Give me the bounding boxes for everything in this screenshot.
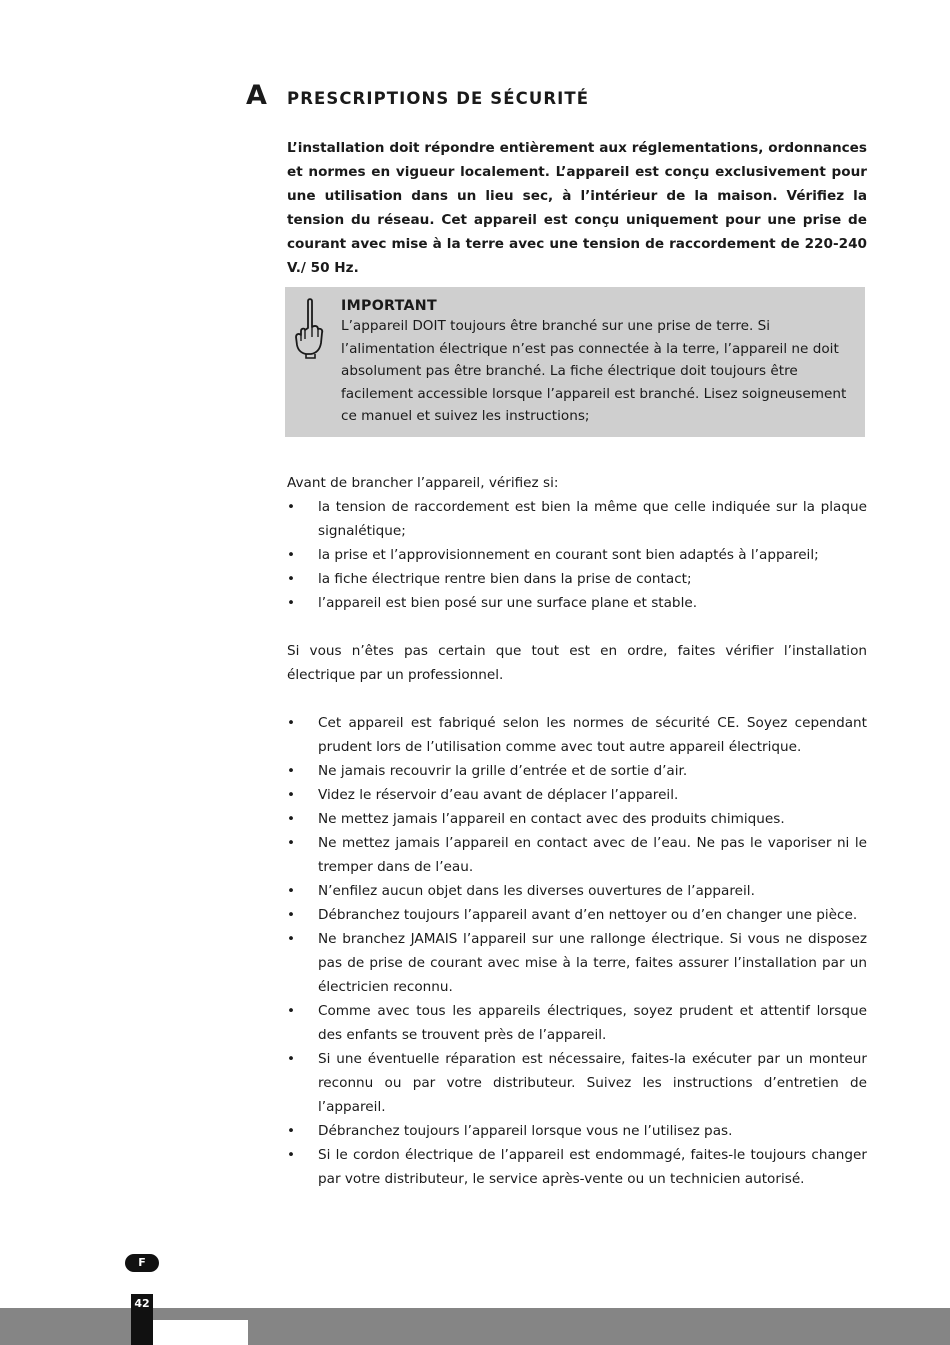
section-letter: A [246,80,267,111]
check-section [287,471,867,615]
check-lead: Avant de brancher l’appareil, vérifiez si: [287,475,559,491]
important-box [285,287,865,437]
list-item: • Ne mettez jamais l’appareil en contact avec de l’eau. Ne pas le vaporiser ni le tremper dans de l’eau. [287,831,867,879]
list-item: • Débranchez toujours l’appareil avant d’en nettoyer ou d’en changer une pièce. [287,903,867,927]
list-item: • la tension de raccordement est bien la même que celle indiquée sur la plaque signalétique; [287,495,867,543]
list-item: • Cet appareil est fabriqué selon les normes de sécurité CE. Soyez cependant prudent lors de l’utilisation comme avec tout autre appareil électrique. [287,711,867,759]
list-item: • la prise et l’approvisionnement en courant sont bien adaptés à l’appareil; [287,543,867,567]
list-item: • Ne jamais recouvrir la grille d’entrée et de sortie d’air. [287,759,867,783]
check-list [287,495,867,615]
doubt-section [287,639,867,687]
section-title: PRESCRIPTIONS DE SÉCURITÉ [287,89,590,108]
important-title: IMPORTANT [341,298,437,314]
doubt-paragraph: Si vous n’êtes pas certain que tout est en ordre, faites vérifier l’installation électrique par un professionnel. [287,643,867,683]
intro-paragraph: L’installation doit répondre entièrement aux réglementations, ordonnances et normes en vigueur localement. L’appareil est conçu exclusivement pour une utilisation dans un lieu sec, à l’intérieur de la maison. Vérifiez la tension du réseau. Cet appareil est conçu uniquement pour une prise de courant avec mise à la terre avec une tension de raccordement de 220-240 V./ 50 Hz. [287,140,867,276]
list-item: • l’appareil est bien posé sur une surface plane et stable. [287,591,867,615]
list-item: • Ne branchez JAMAIS l’appareil sur une rallonge électrique. Si vous ne disposez pas de prise de courant avec mise à la terre, faites assurer l’installation par un électricien reconnu. [287,927,867,999]
language-badge: F [125,1254,159,1272]
list-item: • N’enfilez aucun objet dans les diverses ouvertures de l’appareil. [287,879,867,903]
pointing-hand-icon [293,297,325,359]
list-item: • la fiche électrique rentre bien dans la prise de contact; [287,567,867,591]
list-item: • Ne mettez jamais l’appareil en contact avec des produits chimiques. [287,807,867,831]
safety-list [287,711,867,1191]
list-item: • Si une éventuelle réparation est nécessaire, faites-la exécuter par un monteur reconnu ou par votre distributeur. Suivez les instructions d’entretien de l’appareil. [287,1047,867,1119]
list-item: • Si le cordon électrique de l’appareil est endommagé, faites-le toujours changer par votre distributeur, le service après-vente ou un technicien autorisé. [287,1143,867,1191]
list-item: • Débranchez toujours l’appareil lorsque vous ne l’utilisez pas. [287,1119,867,1143]
page-number: 42 [131,1294,153,1345]
footer-tab [153,1320,248,1345]
important-text: L’appareil DOIT toujours être branché sur une prise de terre. Si l’alimentation électrique n’est pas connectée à la terre, l’appareil ne doit absolument pas être branché. La fiche électrique doit toujours être facilement accessible lorsque l’appareil est branché. Lisez soigneusement ce manuel et suivez les instructions; [341,318,847,424]
safety-section [287,711,867,1191]
list-item: • Videz le réservoir d’eau avant de déplacer l’appareil. [287,783,867,807]
list-item: • Comme avec tous les appareils électriques, soyez prudent et attentif lorsque des enfants se trouvent près de l’appareil. [287,999,867,1047]
